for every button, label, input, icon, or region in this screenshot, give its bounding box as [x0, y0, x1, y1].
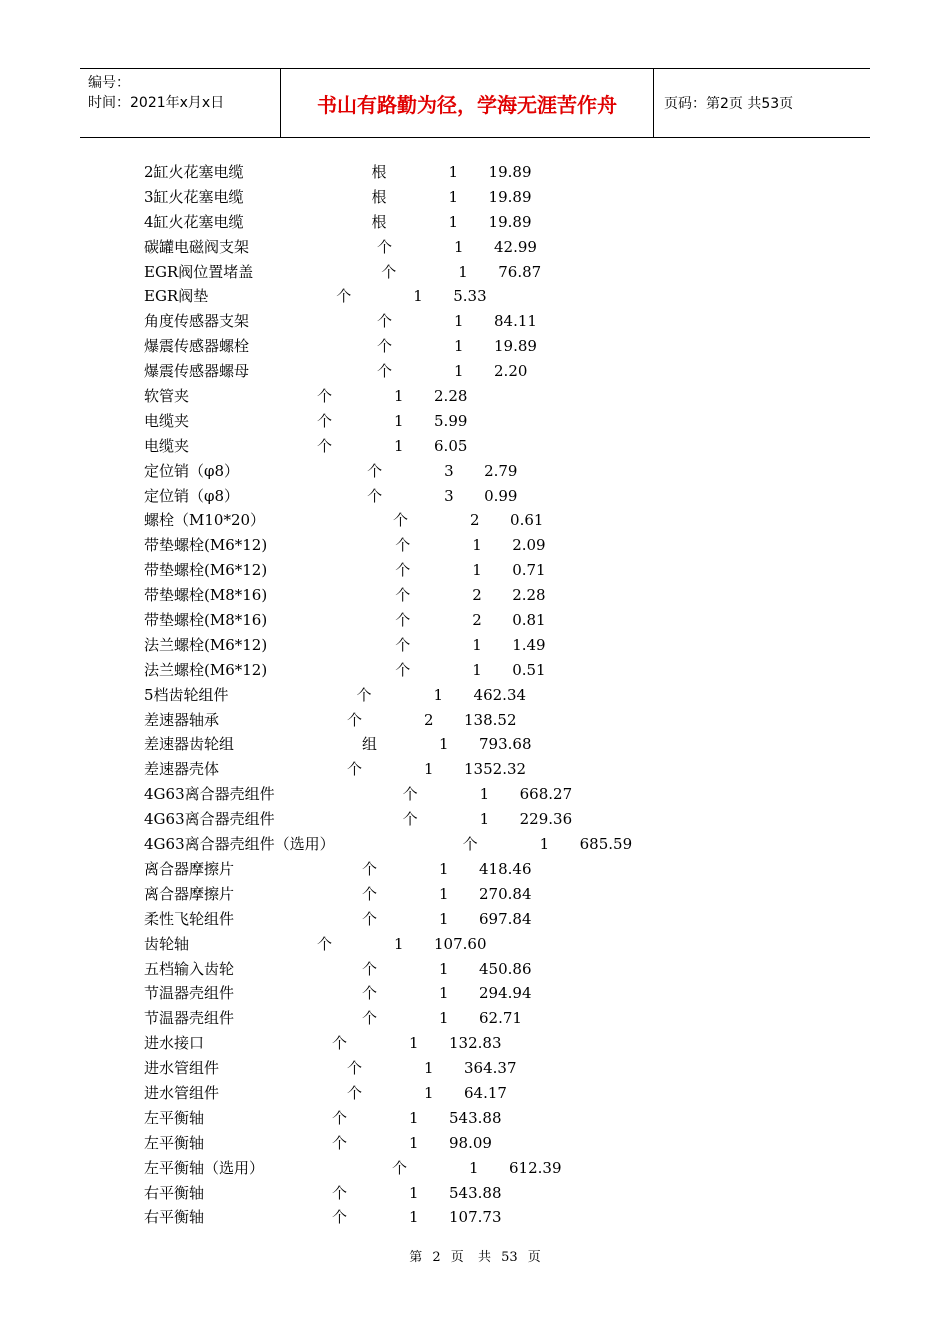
part-qty: 1	[409, 1034, 419, 1053]
part-qty: 2	[472, 611, 482, 630]
part-price: 84.11	[494, 312, 537, 331]
part-unit: 个	[395, 611, 411, 630]
part-price: 697.84	[479, 909, 532, 928]
part-name: 带垫螺栓(M8*16)	[144, 586, 268, 605]
part-name: 进水管组件	[144, 1083, 220, 1102]
part-name: 柔性飞轮组件	[144, 909, 235, 928]
part-unit: 组	[362, 735, 378, 754]
part-price: 418.46	[479, 859, 532, 878]
part-price: 0.71	[512, 561, 546, 580]
part-name: 齿轮轴	[144, 934, 190, 953]
part-qty: 1	[394, 934, 404, 953]
part-qty: 1	[454, 337, 464, 356]
part-name: 左平衡轴	[144, 1133, 205, 1152]
list-item	[144, 608, 864, 633]
part-qty: 1	[409, 1108, 419, 1127]
list-item	[144, 1205, 864, 1230]
list-item	[144, 1081, 864, 1106]
part-unit: 个	[356, 685, 372, 704]
part-name: 左平衡轴	[144, 1108, 205, 1127]
part-price: 668.27	[519, 785, 573, 804]
part-unit: 个	[395, 635, 411, 654]
part-price: 2.28	[434, 387, 468, 406]
list-item	[144, 1056, 864, 1081]
part-price: 42.99	[494, 237, 537, 256]
footer-total-num: 53	[501, 1250, 518, 1265]
part-price: 543.88	[449, 1108, 502, 1127]
part-qty: 1	[448, 187, 459, 206]
part-qty: 2	[470, 511, 480, 530]
part-name: 4G63离合器壳组件（选用）	[144, 835, 335, 854]
list-item	[144, 558, 864, 583]
part-unit: 个	[332, 1208, 348, 1227]
part-name: 爆震传感器螺母	[144, 362, 250, 381]
part-qty: 1	[472, 635, 482, 654]
part-name: 离合器摩擦片	[144, 859, 235, 878]
part-name: 左平衡轴（选用）	[144, 1158, 265, 1177]
part-name: 离合器摩擦片	[144, 884, 235, 903]
part-name: 差速器壳体	[144, 760, 220, 779]
list-item	[144, 708, 864, 733]
part-price: 2.79	[484, 461, 518, 480]
part-unit: 个	[317, 387, 333, 406]
part-price: 450.86	[479, 959, 532, 978]
header-page-info: 页码：第2页 共53页	[664, 96, 794, 112]
part-unit: 个	[362, 884, 378, 903]
part-price: 294.94	[479, 984, 532, 1003]
part-price: 229.36	[519, 810, 573, 829]
part-qty: 1	[409, 1208, 419, 1227]
list-item	[144, 957, 864, 982]
list-item	[144, 932, 864, 957]
part-qty: 2	[472, 586, 482, 605]
page-header	[80, 68, 870, 138]
list-item	[144, 185, 864, 210]
part-price: 0.99	[484, 486, 518, 505]
part-unit: 个	[395, 660, 411, 679]
part-name: 软管夹	[144, 387, 190, 406]
list-item	[144, 683, 864, 708]
serial-label: 编号：	[88, 75, 130, 91]
part-price: 270.84	[479, 884, 532, 903]
part-price: 462.34	[473, 685, 527, 704]
part-price: 107.60	[434, 934, 487, 953]
part-name: 进水管组件	[144, 1059, 220, 1078]
part-unit: 个	[367, 461, 383, 480]
part-price: 5.33	[453, 287, 487, 306]
part-qty: 1	[439, 735, 449, 754]
part-unit: 个	[347, 1083, 363, 1102]
part-qty: 1	[472, 561, 482, 580]
part-name: 爆震传感器螺栓	[144, 337, 250, 356]
list-item	[144, 508, 864, 533]
header-meta	[80, 69, 281, 137]
list-item	[144, 832, 864, 857]
list-item	[144, 807, 864, 832]
part-name: 五档输入齿轮	[144, 959, 235, 978]
part-price: 0.81	[512, 611, 546, 630]
part-qty: 1	[424, 1083, 434, 1102]
part-qty: 1	[394, 387, 404, 406]
part-name: 角度传感器支架	[144, 312, 250, 331]
part-unit: 个	[402, 785, 418, 804]
part-unit: 个	[332, 1133, 348, 1152]
part-price: 19.89	[488, 163, 532, 181]
part-unit: 个	[395, 536, 411, 555]
list-item	[144, 782, 864, 807]
part-price: 612.39	[509, 1158, 562, 1177]
part-qty: 1	[413, 287, 423, 306]
list-item	[144, 907, 864, 932]
part-unit: 个	[336, 287, 352, 306]
part-price: 19.89	[488, 212, 532, 231]
part-price: 0.51	[512, 660, 546, 679]
part-qty: 1	[479, 810, 490, 829]
part-name: 4G63离合器壳组件	[144, 785, 275, 804]
part-name: 进水接口	[144, 1034, 205, 1053]
part-name: 电缆夹	[144, 436, 190, 455]
part-unit: 个	[362, 959, 378, 978]
part-qty: 1	[454, 237, 464, 256]
part-qty: 1	[454, 362, 464, 381]
part-price: 98.09	[449, 1133, 492, 1152]
part-unit: 个	[362, 984, 378, 1003]
part-name: 2缸火花塞电缆	[144, 163, 244, 181]
part-name: EGR阀垫	[144, 287, 209, 306]
part-name: 带垫螺栓(M6*12)	[144, 561, 268, 580]
list-item	[144, 359, 864, 384]
list-item	[144, 633, 864, 658]
list-item	[144, 260, 864, 285]
part-qty: 3	[444, 486, 454, 505]
part-price: 5.99	[434, 411, 468, 430]
footer-total-word: 共	[477, 1250, 491, 1265]
part-name: 法兰螺栓(M6*12)	[144, 660, 268, 679]
list-item	[144, 235, 864, 260]
part-qty: 1	[539, 835, 550, 854]
part-name: 4G63离合器壳组件	[144, 810, 275, 829]
part-price: 2.28	[512, 586, 546, 605]
list-item	[144, 658, 864, 683]
part-unit: 个	[317, 934, 333, 953]
list-item	[144, 857, 864, 882]
footer-page-unit: 页	[450, 1250, 464, 1265]
part-price: 1352.32	[464, 760, 527, 779]
part-unit: 个	[317, 436, 333, 455]
part-unit: 个	[377, 312, 393, 331]
part-qty: 1	[394, 436, 404, 455]
footer-total-unit: 页	[527, 1250, 541, 1265]
part-qty: 1	[472, 660, 482, 679]
part-name: 3缸火花塞电缆	[144, 187, 244, 206]
part-qty: 1	[439, 1009, 449, 1028]
part-qty: 1	[424, 760, 434, 779]
part-name: 右平衡轴	[144, 1208, 205, 1227]
part-qty: 1	[433, 685, 444, 704]
part-unit: 个	[347, 760, 363, 779]
part-price: 76.87	[498, 262, 542, 281]
list-item	[144, 309, 864, 334]
list-item	[144, 384, 864, 409]
list-item	[144, 1131, 864, 1156]
part-qty: 1	[472, 536, 482, 555]
part-qty: 1	[439, 859, 449, 878]
part-unit: 个	[377, 362, 393, 381]
part-price: 6.05	[434, 436, 468, 455]
part-name: 节温器壳组件	[144, 1009, 235, 1028]
part-name: 带垫螺栓(M8*16)	[144, 611, 268, 630]
part-price: 19.89	[488, 187, 532, 206]
list-item	[144, 981, 864, 1006]
part-unit: 个	[317, 411, 333, 430]
list-item	[144, 409, 864, 434]
part-unit: 个	[381, 262, 397, 281]
date-label: 时间：2021年x月x日	[88, 95, 225, 111]
part-unit: 个	[462, 835, 478, 854]
part-unit: 个	[392, 1158, 408, 1177]
part-name: 带垫螺栓(M6*12)	[144, 536, 268, 555]
list-item	[144, 334, 864, 359]
part-qty: 1	[439, 884, 449, 903]
part-unit: 个	[377, 337, 393, 356]
list-item	[144, 583, 864, 608]
part-unit: 个	[393, 511, 409, 530]
part-price: 2.20	[494, 362, 528, 381]
part-unit: 个	[402, 810, 418, 829]
part-price: 1.49	[512, 635, 546, 654]
part-qty: 1	[394, 411, 404, 430]
part-unit: 个	[362, 909, 378, 928]
part-name: 节温器壳组件	[144, 984, 235, 1003]
list-item	[144, 1156, 864, 1181]
list-item	[144, 1031, 864, 1056]
part-price: 107.73	[449, 1208, 502, 1227]
part-unit: 个	[362, 1009, 378, 1028]
footer-page-num: 2	[432, 1250, 441, 1265]
part-price: 64.17	[464, 1083, 507, 1102]
part-price: 685.59	[579, 835, 633, 854]
part-unit: 根	[371, 187, 387, 206]
part-qty: 1	[409, 1133, 419, 1152]
list-item	[144, 1106, 864, 1131]
list-item	[144, 732, 864, 757]
part-name: 定位销（φ8）	[144, 486, 240, 505]
part-name: 右平衡轴	[144, 1183, 205, 1202]
part-name: 差速器轴承	[144, 710, 220, 729]
part-qty: 1	[439, 959, 449, 978]
list-item	[144, 210, 864, 235]
list-item	[144, 757, 864, 782]
list-item	[144, 1181, 864, 1206]
part-qty: 1	[469, 1158, 479, 1177]
part-name: 螺栓（M10*20）	[144, 511, 266, 530]
header-motto: 书山有路勤为径，学海无涯苦作舟	[281, 69, 654, 137]
part-name: 电缆夹	[144, 411, 190, 430]
part-qty: 1	[439, 984, 449, 1003]
part-unit: 个	[347, 710, 363, 729]
list-item	[144, 1006, 864, 1031]
part-unit: 个	[332, 1183, 348, 1202]
part-unit: 个	[332, 1108, 348, 1127]
part-unit: 个	[347, 1059, 363, 1078]
part-price: 2.09	[512, 536, 546, 555]
part-price: 62.71	[479, 1009, 522, 1028]
footer-page-word: 第	[409, 1250, 423, 1265]
part-qty: 3	[444, 461, 454, 480]
part-name: EGR阀位置堵盖	[144, 262, 254, 281]
part-price: 132.83	[449, 1034, 502, 1053]
parts-list	[144, 160, 864, 1230]
part-unit: 根	[371, 212, 387, 231]
list-item	[144, 434, 864, 459]
part-unit: 个	[367, 486, 383, 505]
part-qty: 2	[424, 710, 434, 729]
part-unit: 个	[395, 561, 411, 580]
list-item	[144, 459, 864, 484]
part-price: 793.68	[479, 735, 532, 754]
part-qty: 1	[409, 1183, 419, 1202]
part-unit: 个	[362, 859, 378, 878]
part-name: 5档齿轮组件	[144, 685, 229, 704]
page-footer	[0, 1246, 950, 1265]
list-item	[144, 484, 864, 509]
list-item	[144, 882, 864, 907]
part-name: 差速器齿轮组	[144, 735, 235, 754]
part-name: 定位销（φ8）	[144, 461, 240, 480]
part-qty: 1	[479, 785, 490, 804]
part-price: 19.89	[494, 337, 537, 356]
list-item	[144, 160, 864, 185]
part-qty: 1	[458, 262, 468, 281]
part-unit: 个	[395, 586, 411, 605]
part-unit: 个	[332, 1034, 348, 1053]
part-qty: 1	[454, 312, 464, 331]
part-price: 543.88	[449, 1183, 502, 1202]
list-item	[144, 533, 864, 558]
part-price: 138.52	[464, 710, 517, 729]
part-qty: 1	[439, 909, 449, 928]
part-name: 碳罐电磁阀支架	[144, 237, 250, 256]
part-qty: 1	[424, 1059, 434, 1078]
part-unit: 根	[371, 163, 387, 181]
part-name: 4缸火花塞电缆	[144, 212, 244, 231]
part-qty: 1	[448, 212, 459, 231]
part-price: 364.37	[464, 1059, 517, 1078]
part-unit: 个	[377, 237, 393, 256]
part-name: 法兰螺栓(M6*12)	[144, 635, 268, 654]
list-item	[144, 284, 864, 309]
part-qty: 1	[448, 163, 459, 181]
part-price: 0.61	[510, 511, 544, 530]
